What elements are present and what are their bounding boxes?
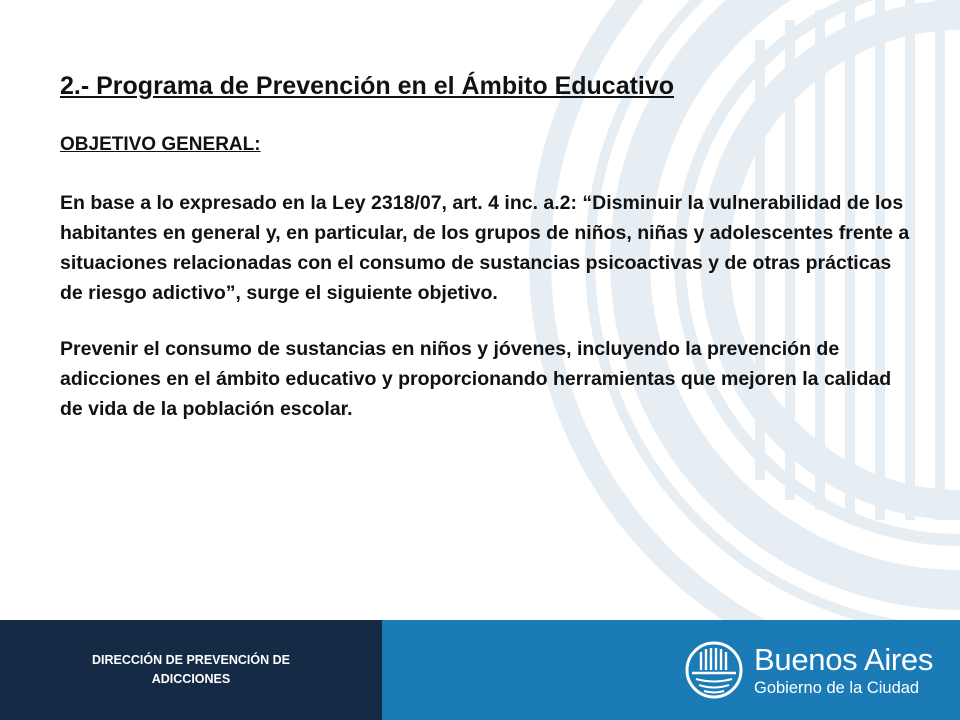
footer-brand-panel	[382, 620, 960, 720]
brand-name: Buenos Aires	[754, 642, 934, 677]
paragraph-text: Prevenir el consumo de sustancias en niños y jóvenes, incluyendo la prevención de adicciones en el ámbito educativo y proporcionando herramientas que mejoren la calidad de vida de la población escolar.	[60, 338, 892, 420]
slide-title: 2.- Programa de Prevención en el Ámbito Educativo	[60, 72, 675, 100]
body-paragraph-1	[60, 188, 910, 308]
footer-department-panel	[0, 620, 382, 720]
department-name-line2: ADICCIONES	[151, 672, 231, 686]
paragraph-text: En base a lo expresado en la Ley 2318/07, art. 4 inc. a.2: “Disminuir la vulnerabilidad de los habitantes en general y, en particular, de los grupos de niños, niñas y adolescentes frente a situaciones relacionadas con el consumo de sustancias psicoactivas y de otras prácticas de riesgo adictivo”, surge el siguiente objetivo.	[60, 192, 910, 304]
body-paragraph-2	[60, 334, 910, 424]
department-name-line1: DIRECCIÓN DE PREVENCIÓN DE	[92, 653, 290, 667]
slide-content	[60, 66, 910, 424]
brand-subtitle: Gobierno de la Ciudad	[754, 679, 920, 697]
section-heading: OBJETIVO GENERAL:	[60, 134, 261, 155]
buenos-aires-shield-icon	[684, 640, 744, 700]
